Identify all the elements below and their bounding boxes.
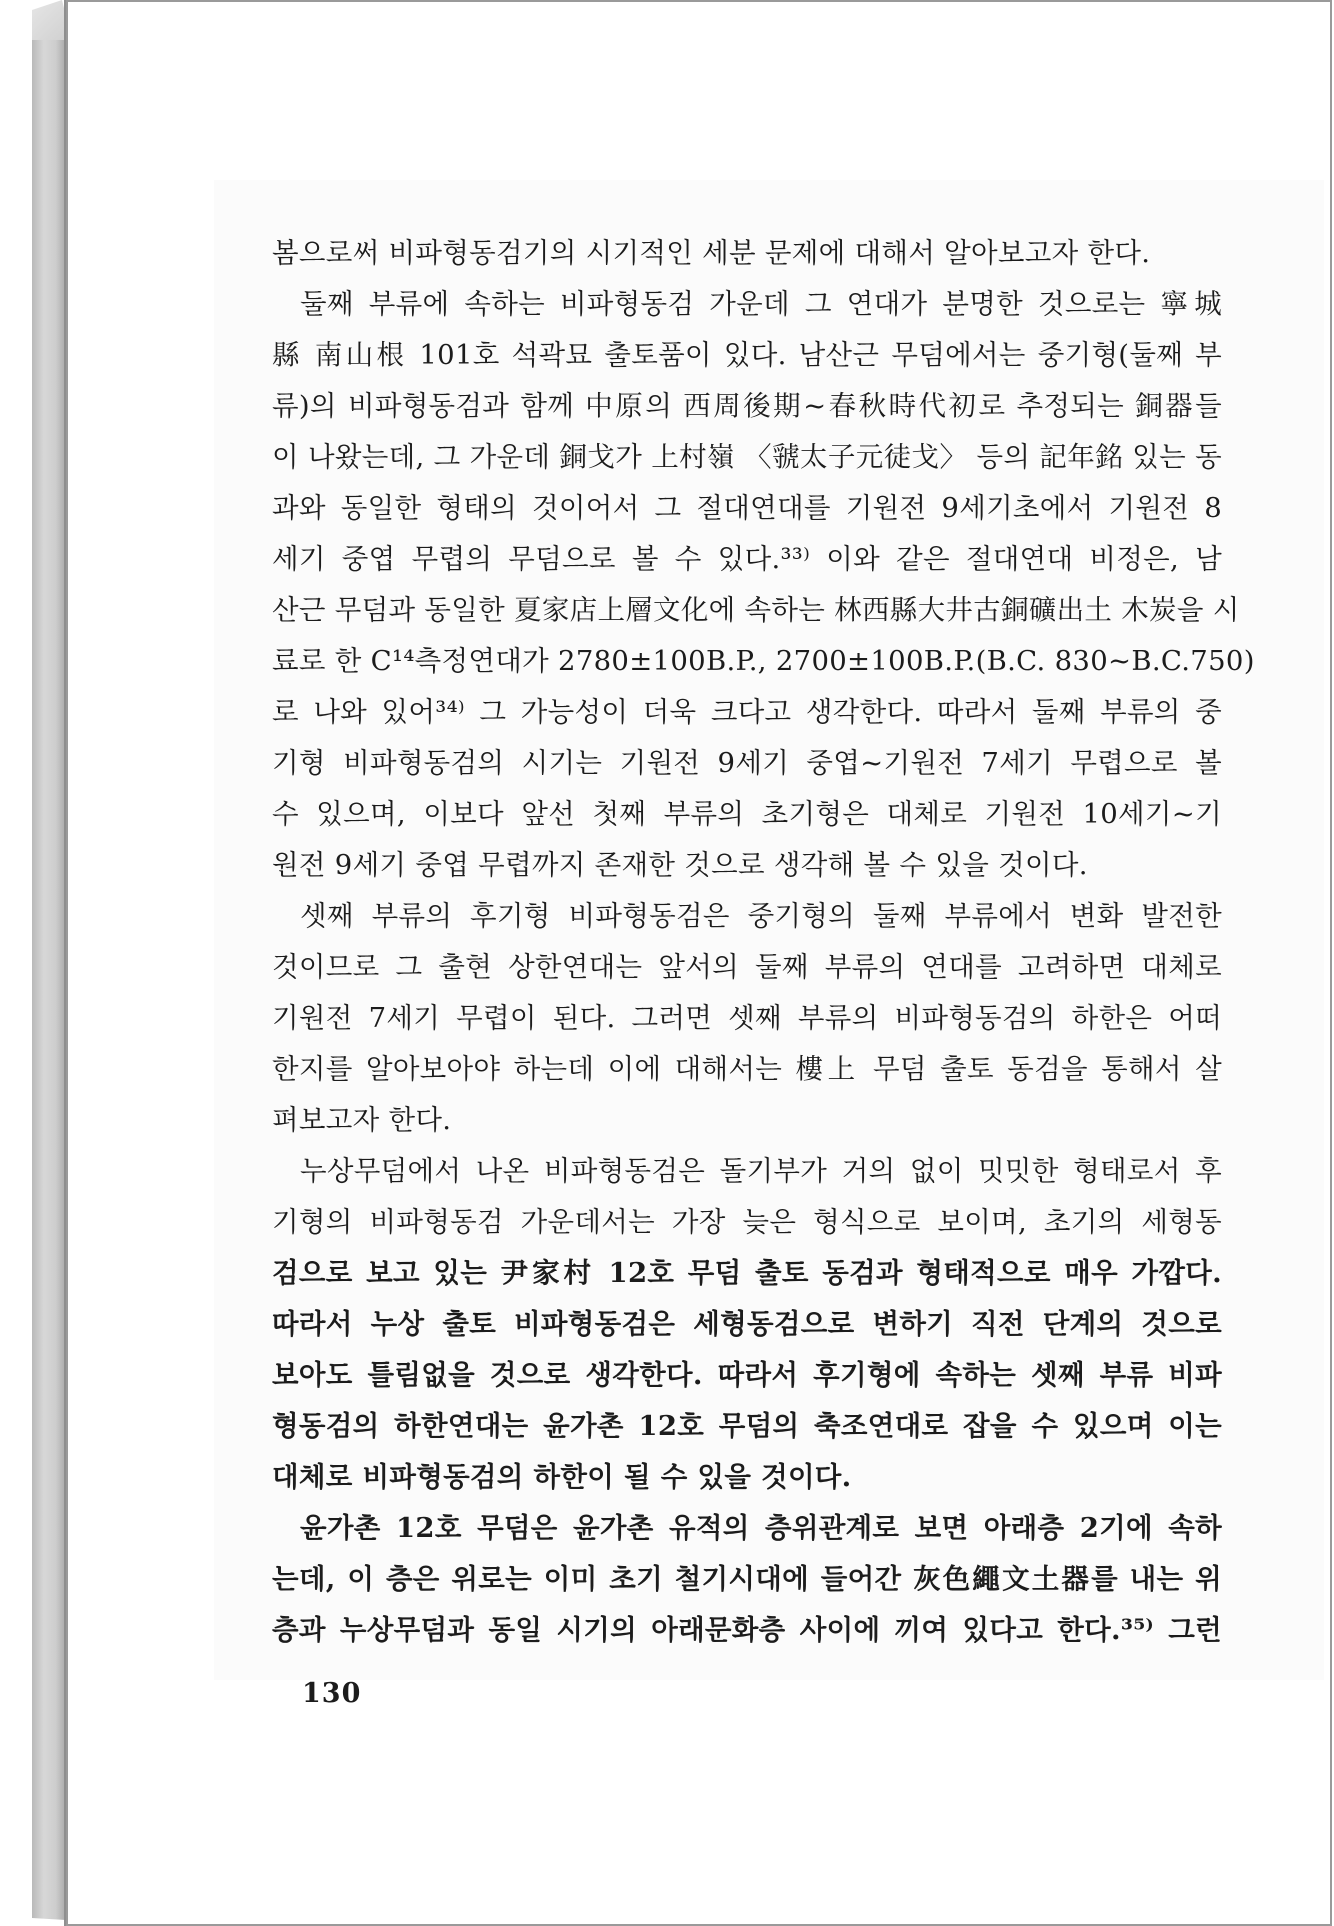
text-line: 로 나와 있어³⁴⁾ 그 가능성이 더욱 크다고 생각한다. 따라서 둘째 부류의 중 xyxy=(272,696,1222,728)
text-line: 둘째 부류에 속하는 비파형동검 가운데 그 연대가 분명한 것으로는 寧城 xyxy=(300,288,1222,320)
text-line: 이 나왔는데, 그 가운데 銅戈가 上村嶺 〈虢太子元徒戈〉 등의 記年銘 있는 동 xyxy=(272,441,1222,473)
text-line: 누상무덤에서 나온 비파형동검은 돌기부가 거의 없이 밋밋한 형태로서 후 xyxy=(300,1155,1222,1187)
text-line: 층과 누상무덤과 동일 시기의 아래문화층 사이에 끼여 있다고 한다.³⁵⁾ 그런 xyxy=(272,1614,1222,1646)
text-line: 수 있으며, 이보다 앞선 첫째 부류의 초기형은 대체로 기원전 10세기~기 xyxy=(272,798,1222,830)
text-line: 봄으로써 비파형동검기의 시기적인 세분 문제에 대해서 알아보고자 한다. xyxy=(272,237,1151,269)
text-line: 기형의 비파형동검 가운데서는 가장 늦은 형식으로 보이며, 초기의 세형동 xyxy=(272,1206,1222,1238)
text-line: 류)의 비파형동검과 함께 中原의 西周後期~春秋時代初로 추정되는 銅器들 xyxy=(272,390,1222,422)
text-line: 셋째 부류의 후기형 비파형동검은 중기형의 둘째 부류에서 변화 발전한 xyxy=(300,900,1222,932)
text-line: 세기 중엽 무렵의 무덤으로 볼 수 있다.³³⁾ 이와 같은 절대연대 비정은, 남 xyxy=(272,543,1222,575)
text-line: 따라서 누상 출토 비파형동검은 세형동검으로 변하기 직전 단계의 것으로 xyxy=(272,1308,1222,1340)
text-line: 산근 무덤과 동일한 夏家店上層文化에 속하는 林西縣大井古銅礦出土 木炭을 시 xyxy=(272,594,1240,626)
text-line: 원전 9세기 중엽 무렵까지 존재한 것으로 생각해 볼 수 있을 것이다. xyxy=(272,849,1088,881)
text-line: 것이므로 그 출현 상한연대는 앞서의 둘째 부류의 연대를 고려하면 대체로 xyxy=(272,951,1222,983)
text-line: 는데, 이 층은 위로는 이미 초기 철기시대에 들어간 灰色繩文土器를 내는 위 xyxy=(272,1563,1222,1595)
body-text xyxy=(272,228,1255,1656)
text-line: 한지를 알아보아야 하는데 이에 대해서는 樓上 무덤 출토 동검을 통해서 살 xyxy=(272,1053,1222,1085)
text-line: 과와 동일한 형태의 것이어서 그 절대연대를 기원전 9세기초에서 기원전 8 xyxy=(272,492,1222,524)
text-line: 료로 한 C¹⁴측정연대가 2780±100B.P., 2700±100B.P.(B.C. 830~B.C.750) xyxy=(272,645,1255,677)
text-line: 기형 비파형동검의 시기는 기원전 9세기 중엽~기원전 7세기 무렵으로 볼 xyxy=(272,747,1222,779)
text-line: 대체로 비파형동검의 하한이 될 수 있을 것이다. xyxy=(272,1461,852,1493)
page-number: 130 xyxy=(302,1678,362,1709)
text-line: 기원전 7세기 무렵이 된다. 그러면 셋째 부류의 비파형동검의 하한은 어떠 xyxy=(272,1002,1222,1034)
text-line: 펴보고자 한다. xyxy=(272,1104,452,1136)
text-line: 형동검의 하한연대는 윤가촌 12호 무덤의 축조연대로 잡을 수 있으며 이는 xyxy=(272,1410,1222,1442)
book-spine-edge xyxy=(32,8,66,1920)
text-line: 윤가촌 12호 무덤은 윤가촌 유적의 층위관계로 보면 아래층 2기에 속하 xyxy=(300,1512,1222,1544)
text-line: 보아도 틀림없을 것으로 생각한다. 따라서 후기형에 속하는 셋째 부류 비파 xyxy=(272,1359,1222,1391)
text-line: 縣 南山根 101호 석곽묘 출토품이 있다. 남산근 무덤에서는 중기형(둘째 부 xyxy=(272,339,1222,371)
text-line: 검으로 보고 있는 尹家村 12호 무덤 출토 동검과 형태적으로 매우 가깝다. xyxy=(272,1257,1222,1289)
